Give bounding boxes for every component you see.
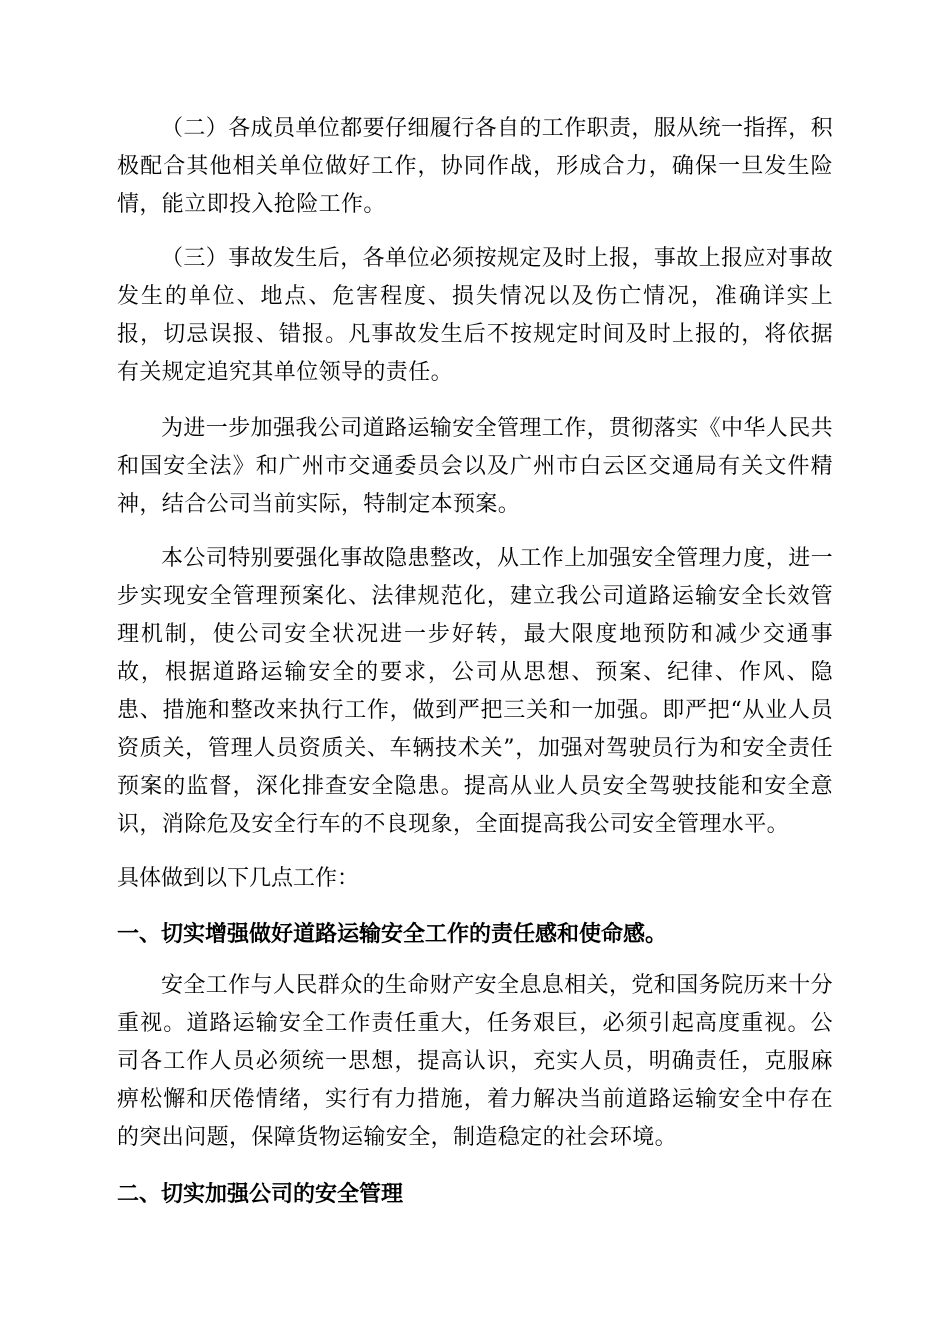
paragraph-accident-reporting: （三）事故发生后，各单位必须按规定及时上报，事故上报应对事故发生的单位、地点、危害程度、损失情况以及伤亡情况，准确详实上报，切忌误报、错报。凡事故发生后不按规定时间及时上报的，将依据有关规定追究其单位领导的责任。 (117, 246, 834, 385)
document-page (117, 0, 833, 1344)
paragraph-hazard-rectification: 本公司特别要强化事故隐患整改，从工作上加强安全管理力度，进一步实现安全管理预案化、法律规范化，建立我公司道路运输安全长效管理机制，使公司安全状况进一步好转，最大限度地预防和减少交通事故，根据道路运输安全的要求，公司从思想、预案、纪律、作风、隐患、措施和整改来执行工作，做到严把三关和一加强。即严把“从业人员资质关，管理人员资质关、车辆技术关”，加强对驾驶员行为和安全责任预案的监督，深化排查安全隐患。提高从业人员安全驾驶技能和安全意识，消除危及安全行车的不良现象，全面提高我公司安全管理水平。 (117, 546, 834, 837)
paragraph-member-units-duties: （二）各成员单位都要仔细履行各自的工作职责，服从统一指挥，积极配合其他相关单位做好工作，协同作战，形成合力，确保一旦发生险情，能立即投入抢险工作。 (117, 116, 834, 217)
paragraph-purpose: 为进一步加强我公司道路运输安全管理工作，贯彻落实《中华人民共和国安全法》和广州市交通委员会以及广州市白云区交通局有关文件精神，结合公司当前实际，特制定本预案。 (117, 416, 834, 517)
paragraph-specific-work-intro: 具体做到以下几点工作： (117, 866, 360, 891)
section-heading-2: 二、切实加强公司的安全管理 (117, 1181, 404, 1207)
section-heading-1: 一、切实增强做好道路运输安全工作的责任感和使命感。 (117, 921, 668, 947)
paragraph-safety-importance: 安全工作与人民群众的生命财产安全息息相关，党和国务院历来十分重视。道路运输安全工作责任重大，任务艰巨，必须引起高度重视。公司各工作人员必须统一思想，提高认识，充实人员，明确责任，克服麻痹松懈和厌倦情绪，实行有力措施，着力解决当前道路运输安全中存在的突出问题，保障货物运输安全，制造稳定的社会环境。 (117, 973, 834, 1150)
